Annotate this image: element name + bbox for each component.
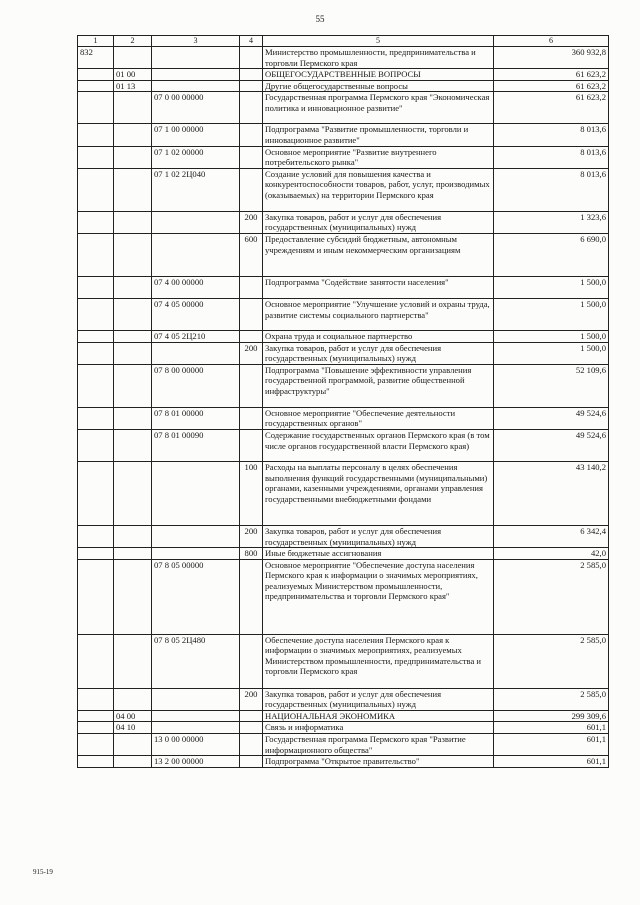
expense-type-cell <box>240 756 263 768</box>
table-row <box>78 330 609 342</box>
table-row <box>78 69 609 81</box>
section-code-cell <box>114 168 152 211</box>
budget-code-cell <box>78 80 114 92</box>
target-article-cell: 07 8 05 00000 <box>152 559 240 634</box>
column-header: 6 <box>494 36 609 47</box>
section-code-cell <box>114 124 152 146</box>
section-code-cell <box>114 756 152 768</box>
expense-type-cell: 200 <box>240 688 263 710</box>
target-article-cell <box>152 80 240 92</box>
amount-cell: 299 309,6 <box>494 710 609 722</box>
table-header-row <box>78 36 609 47</box>
section-code-cell <box>114 342 152 364</box>
budget-code-cell <box>78 364 114 407</box>
section-code-cell <box>114 364 152 407</box>
section-code-cell <box>114 276 152 298</box>
table-row <box>78 80 609 92</box>
description-cell: Закупка товаров, работ и услуг для обеспечения государственных (муниципальных) нужд <box>263 211 494 233</box>
section-code-cell <box>114 407 152 429</box>
budget-code-cell <box>78 233 114 276</box>
target-article-cell: 07 8 01 00000 <box>152 407 240 429</box>
description-cell: Государственная программа Пермского края "Экономическая политика и инновационное развитие" <box>263 92 494 124</box>
amount-cell: 49 524,6 <box>494 429 609 461</box>
column-header: 4 <box>240 36 263 47</box>
target-article-cell <box>152 342 240 364</box>
budget-code-cell <box>78 525 114 547</box>
budget-code-cell <box>78 710 114 722</box>
budget-code-cell <box>78 756 114 768</box>
target-article-cell: 07 1 02 2Ц040 <box>152 168 240 211</box>
table-row <box>78 47 609 69</box>
target-article-cell <box>152 69 240 81</box>
description-cell: Подпрограмма "Повышение эффективности управления государственной программой, развитие общественной инфраструктуры" <box>263 364 494 407</box>
table-row <box>78 559 609 634</box>
target-article-cell: 07 8 01 00090 <box>152 429 240 461</box>
expense-type-cell <box>240 330 263 342</box>
section-code-cell <box>114 548 152 560</box>
target-article-cell <box>152 722 240 734</box>
amount-cell: 6 342,4 <box>494 525 609 547</box>
amount-cell: 1 500,0 <box>494 276 609 298</box>
expense-type-cell <box>240 47 263 69</box>
column-header: 5 <box>263 36 494 47</box>
expense-type-cell <box>240 634 263 688</box>
amount-cell: 61 623,2 <box>494 69 609 81</box>
budget-code-cell <box>78 461 114 525</box>
table-row <box>78 342 609 364</box>
description-cell: Создание условий для повышения качества и конкурентоспособности товаров, работ, услуг, производимых (оказываемых) на территории Пермского края <box>263 168 494 211</box>
amount-cell: 1 323,6 <box>494 211 609 233</box>
amount-cell: 49 524,6 <box>494 407 609 429</box>
expense-type-cell <box>240 710 263 722</box>
expense-type-cell <box>240 429 263 461</box>
description-cell: Подпрограмма "Содействие занятости населения" <box>263 276 494 298</box>
target-article-cell <box>152 688 240 710</box>
section-code-cell <box>114 211 152 233</box>
amount-cell: 2 585,0 <box>494 688 609 710</box>
section-code-cell <box>114 559 152 634</box>
table-row <box>78 634 609 688</box>
target-article-cell: 07 1 02 00000 <box>152 146 240 168</box>
section-code-cell <box>114 47 152 69</box>
description-cell: Министерство промышленности, предпринимательства и торговли Пермского края <box>263 47 494 69</box>
budget-code-cell <box>78 734 114 756</box>
footer-code: 915-19 <box>33 868 53 876</box>
section-code-cell: 04 00 <box>114 710 152 722</box>
budget-code-cell <box>78 548 114 560</box>
description-cell: ОБЩЕГОСУДАРСТВЕННЫЕ ВОПРОСЫ <box>263 69 494 81</box>
target-article-cell: 07 4 00 00000 <box>152 276 240 298</box>
table-row <box>78 407 609 429</box>
table-row <box>78 233 609 276</box>
budget-code-cell <box>78 634 114 688</box>
section-code-cell <box>114 461 152 525</box>
description-cell: Основное мероприятие "Улучшение условий и охраны труда, развитие системы социального партнерства" <box>263 298 494 330</box>
expense-type-cell <box>240 298 263 330</box>
column-header: 3 <box>152 36 240 47</box>
budget-code-cell <box>78 429 114 461</box>
amount-cell: 8 013,6 <box>494 124 609 146</box>
table-row <box>78 525 609 547</box>
expense-type-cell <box>240 92 263 124</box>
amount-cell: 8 013,6 <box>494 168 609 211</box>
target-article-cell: 07 8 00 00000 <box>152 364 240 407</box>
table-row <box>78 688 609 710</box>
target-article-cell: 13 0 00 00000 <box>152 734 240 756</box>
target-article-cell <box>152 47 240 69</box>
budget-code-cell <box>78 276 114 298</box>
target-article-cell: 07 0 00 00000 <box>152 92 240 124</box>
budget-code-cell <box>78 407 114 429</box>
budget-code-cell <box>78 92 114 124</box>
description-cell: Связь и информатика <box>263 722 494 734</box>
amount-cell: 1 500,0 <box>494 330 609 342</box>
target-article-cell: 13 2 00 00000 <box>152 756 240 768</box>
description-cell: Основное мероприятие "Обеспечение доступа населения Пермского края к информации о значимых мероприятиях, реализуемых Министерством промышленности, предпринимательства и торговли Пермского края" <box>263 559 494 634</box>
budget-code-cell <box>78 69 114 81</box>
page-number: 55 <box>315 14 325 24</box>
expense-type-cell <box>240 276 263 298</box>
section-code-cell <box>114 233 152 276</box>
target-article-cell <box>152 548 240 560</box>
table-body <box>78 47 609 768</box>
expense-type-cell <box>240 734 263 756</box>
section-code-cell: 04 10 <box>114 722 152 734</box>
expense-type-cell: 200 <box>240 342 263 364</box>
expense-type-cell <box>240 407 263 429</box>
description-cell: Закупка товаров, работ и услуг для обеспечения государственных (муниципальных) нужд <box>263 525 494 547</box>
table-row <box>78 298 609 330</box>
amount-cell: 61 623,2 <box>494 92 609 124</box>
section-code-cell: 01 00 <box>114 69 152 81</box>
expense-type-cell: 200 <box>240 525 263 547</box>
description-cell: Охрана труда и социальное партнерство <box>263 330 494 342</box>
table-row <box>78 722 609 734</box>
budget-code-cell <box>78 330 114 342</box>
table-row <box>78 211 609 233</box>
budget-code-cell <box>78 688 114 710</box>
amount-cell: 2 585,0 <box>494 634 609 688</box>
target-article-cell <box>152 233 240 276</box>
amount-cell: 43 140,2 <box>494 461 609 525</box>
table-row <box>78 461 609 525</box>
table-row <box>78 548 609 560</box>
description-cell: Обеспечение доступа населения Пермского края к информации о значимых мероприятиях, реализуемых Министерством промышленности, предпринимательства и торговли Пермского края <box>263 634 494 688</box>
description-cell: Основное мероприятие "Обеспечение деятельности государственных органов" <box>263 407 494 429</box>
target-article-cell: 07 8 05 2Ц480 <box>152 634 240 688</box>
expense-type-cell: 100 <box>240 461 263 525</box>
description-cell: Закупка товаров, работ и услуг для обеспечения государственных (муниципальных) нужд <box>263 342 494 364</box>
amount-cell: 1 500,0 <box>494 342 609 364</box>
amount-cell: 601,1 <box>494 756 609 768</box>
amount-cell: 61 623,2 <box>494 80 609 92</box>
section-code-cell <box>114 634 152 688</box>
budget-code-cell <box>78 559 114 634</box>
section-code-cell <box>114 92 152 124</box>
table-row <box>78 756 609 768</box>
expense-type-cell: 800 <box>240 548 263 560</box>
description-cell: Содержание государственных органов Пермского края (в том числе органов государственной власти Пермского края) <box>263 429 494 461</box>
amount-cell: 601,1 <box>494 734 609 756</box>
target-article-cell: 07 1 00 00000 <box>152 124 240 146</box>
expense-type-cell <box>240 559 263 634</box>
amount-cell: 360 932,8 <box>494 47 609 69</box>
amount-cell: 2 585,0 <box>494 559 609 634</box>
budget-code-cell <box>78 342 114 364</box>
budget-code-cell <box>78 168 114 211</box>
target-article-cell: 07 4 05 2Ц210 <box>152 330 240 342</box>
column-header: 2 <box>114 36 152 47</box>
expense-type-cell <box>240 146 263 168</box>
amount-cell: 6 690,0 <box>494 233 609 276</box>
budget-code-cell <box>78 298 114 330</box>
amount-cell: 1 500,0 <box>494 298 609 330</box>
section-code-cell <box>114 429 152 461</box>
budget-code-cell <box>78 124 114 146</box>
expense-type-cell: 600 <box>240 233 263 276</box>
table-row <box>78 276 609 298</box>
expense-type-cell <box>240 80 263 92</box>
budget-code-cell: 832 <box>78 47 114 69</box>
section-code-cell <box>114 330 152 342</box>
expense-type-cell <box>240 722 263 734</box>
expense-type-cell <box>240 124 263 146</box>
amount-cell: 8 013,6 <box>494 146 609 168</box>
description-cell: Подпрограмма "Развитие промышленности, торговли и инновационное развитие" <box>263 124 494 146</box>
section-code-cell <box>114 298 152 330</box>
table-row <box>78 710 609 722</box>
table-row <box>78 124 609 146</box>
amount-cell: 52 109,6 <box>494 364 609 407</box>
description-cell: Закупка товаров, работ и услуг для обеспечения государственных (муниципальных) нужд <box>263 688 494 710</box>
section-code-cell <box>114 525 152 547</box>
table-row <box>78 146 609 168</box>
description-cell: Основное мероприятие "Развитие внутреннего потребительского рынка" <box>263 146 494 168</box>
target-article-cell: 07 4 05 00000 <box>152 298 240 330</box>
budget-code-cell <box>78 722 114 734</box>
table-row <box>78 734 609 756</box>
description-cell: Государственная программа Пермского края "Развитие информационного общества" <box>263 734 494 756</box>
expense-type-cell <box>240 364 263 407</box>
section-code-cell <box>114 734 152 756</box>
column-header: 1 <box>78 36 114 47</box>
description-cell: Иные бюджетные ассигнования <box>263 548 494 560</box>
amount-cell: 601,1 <box>494 722 609 734</box>
budget-code-cell <box>78 211 114 233</box>
budget-code-cell <box>78 146 114 168</box>
description-cell: Другие общегосударственные вопросы <box>263 80 494 92</box>
expense-type-cell: 200 <box>240 211 263 233</box>
budget-table <box>77 35 609 768</box>
expense-type-cell <box>240 168 263 211</box>
description-cell: Подпрограмма "Открытое правительство" <box>263 756 494 768</box>
table-row <box>78 92 609 124</box>
table-row <box>78 364 609 407</box>
table-row <box>78 429 609 461</box>
description-cell: Предоставление субсидий бюджетным, автономным учреждениям и иным некоммерческим организациям <box>263 233 494 276</box>
description-cell: Расходы на выплаты персоналу в целях обеспечения выполнения функций государственными (муниципальными) органами, казенными учреждениями, органами управления государственными внебюджетными фондами <box>263 461 494 525</box>
expense-type-cell <box>240 69 263 81</box>
description-cell: НАЦИОНАЛЬНАЯ ЭКОНОМИКА <box>263 710 494 722</box>
target-article-cell <box>152 710 240 722</box>
section-code-cell <box>114 146 152 168</box>
table-row <box>78 168 609 211</box>
amount-cell: 42,0 <box>494 548 609 560</box>
section-code-cell <box>114 688 152 710</box>
section-code-cell: 01 13 <box>114 80 152 92</box>
target-article-cell <box>152 461 240 525</box>
target-article-cell <box>152 525 240 547</box>
target-article-cell <box>152 211 240 233</box>
